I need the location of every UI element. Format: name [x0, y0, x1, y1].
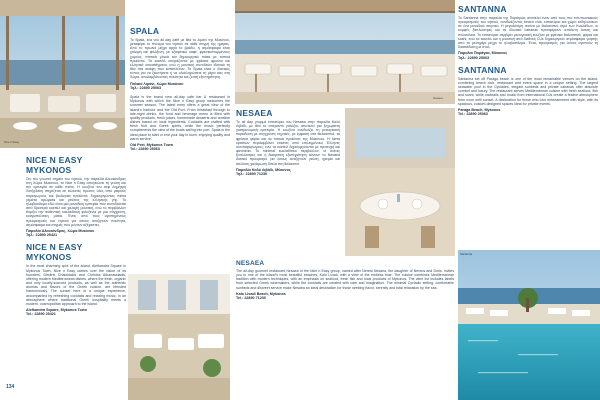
section-phone: Τηλ.: 22890 25421 — [26, 233, 58, 238]
photo-nice-n-easy — [0, 0, 125, 148]
photo-caption: Nice N Easy — [4, 140, 20, 144]
terrace-photo — [0, 0, 125, 148]
section-phone: Τηλ.: 22890 25063 — [130, 85, 162, 90]
photo-caption: Nesaea — [433, 96, 443, 100]
column-nesaea-en — [236, 260, 454, 400]
section-address: Παλαιό Λιμάνι, Χώρα Μυκόνου — [130, 81, 184, 86]
section-text: Santanna set off Paraga beach is one of the most remarkable venues on the island, combining beach club, restaurant and event space in a unique setting. The largest seawater pool in the Cyclades, elegant sunbeds and private cabanas offer absolute comfort and luxury. The restaurant serves Mediterranean cuisine with fresh seafood, fish and sushi, while cocktails and music from international DJs create a festive atmosphere from noon until sunset. A destination for those who love entertainment with style, with its spacious, custom-designed spaces ideal for private events. — [458, 76, 598, 106]
table-setting-photo — [345, 108, 455, 256]
section-phone: Tel.: 22890 25421 — [26, 312, 56, 317]
section-title: NESAEA — [236, 260, 265, 267]
section-phone: Τηλ.: 22890 25063 — [458, 55, 490, 60]
section-text: Το Spala, ένα νέο all day café με θέα το λιμάνι της Μυκόνου, μεταφέρει το πνεύμα του νησιού σε κάθε στιγμή της ημέρας. Από το πρωινό μέχρι αργά το βράδυ, η ατμόσφαιρα είναι χαλαρή και φιλόξενη, με εξαιρετικό καφέ, φρεσκοστυμμένους χυμούς, σπιτικά γλυκά και δημιουργικά πιάτα με τοπικά προϊόντα. Τα κοκτέιλ ετοιμάζονται με φρέσκα φρούτα και ελληνικά αποστάγματα, ενώ η μουσική συνοδεύει ιδανικά τη θέα στα σκάφη που καταπλέουν. Το Spala είναι ο ιδανικός τόπος για να ξεκινήσετε ή να ολοκληρώσετε τη μέρα σας στη Χώρα, απολαμβάνοντας ποιότητα και ζεστή εξυπηρέτηση. — [130, 38, 230, 80]
photo-santanna — [458, 250, 600, 400]
photo-nesaea-detail — [345, 108, 455, 256]
section-text: Το Santanna στην παραλία της Παράγκας αποτελεί έναν από τους πιο εντυπωσιακούς προορισμούς του νησιού, συνδυάζοντας beach club, εστιατόριο και χώρο εκδηλώσεων σε ένα μοναδικό σκηνικό. Η μεγαλύτερη πισίνα με θαλασσινό νερό των Κυκλάδων, οι κομψές ξαπλώστρες και τα ιδιωτικά cabanas προσφέρουν απόλυτη άνεση και πολυτέλεια. Το εστιατόριο σερβίρει μεσογειακή κουζίνα με φρέσκα θαλασσινά, ψάρια και sushi, ενώ τα κοκτέιλ και η μουσική από διεθνείς DJs δημιουργούν ατμόσφαιρα γιορτής από το μεσημέρι μέχρι το ηλιοβασίλεμα. Ένας προορισμός για όσους αγαπούν τη διασκέδαση με στυλ. — [458, 16, 598, 50]
restaurant-photo — [128, 274, 230, 400]
section-title: SANTANNA — [458, 4, 507, 14]
section-phone: Τηλ.: 22890 71230 — [236, 172, 268, 177]
section-address: Kalo Livadi Beach, Mykonos — [236, 291, 286, 296]
photo-nesaea — [235, 0, 455, 104]
section-title: SANTANNA — [458, 64, 507, 75]
column-nesaea-gr — [236, 108, 340, 256]
section-address: Alefkandra Square, Mykonos Town — [26, 308, 87, 313]
column-santanna — [458, 4, 598, 248]
section-phone: Tel.: 22890 71230 — [236, 296, 266, 301]
section-address: Paraga Beach, Mykonos — [458, 107, 501, 112]
section-title: NICE N EASY MYKONOS — [26, 242, 83, 263]
section-text: In the most charming spot of the island, Alefkandra Square in Mykonos Town, Nice n Easy carries over the vision of its founders, Dimitris Chatzidakis and Christos Athanassiadis, offering modern Mediterranean dishes, where the fresh, organic and only locally-sourced products, as well as the authentic aromas and flavors of the Greek cuisine, are blended harmoniously. The sunset here is a unique experience, accompanied by refreshing cocktails and relaxing music, in an atmosphere where traditional Greek hospitality meets a modern, cosmopolitan approach to the island. — [26, 264, 126, 306]
beach-restaurant-photo — [235, 0, 455, 104]
column-left — [26, 155, 126, 385]
photo-caption: Santanna — [460, 252, 472, 256]
page-number: 134 — [6, 384, 15, 390]
section-address: Παραλία Αλευκάνδρας, Χώρα Μυκόνου — [26, 228, 95, 233]
section-phone: Tel.: 22890 25063 — [458, 112, 488, 117]
column-spala — [130, 26, 230, 271]
pool-photo — [458, 250, 600, 400]
section-text: Spala is the brand new all-day café bar & restaurant in Mykonos with which the Nice n Easy group welcomes the summer season. The latest entry offers a great view of the island's harbour and the Old Port. From breakfast through to late-night drinks, the food and beverage menu is filled with quality products, fresh juices, homemade desserts and creative dishes based on local ingredients. Cocktails are crafted with fresh fruit and Greek spirits, while the music perfectly complements the view of the boats sailing into port. Spala is the ideal place to start or end your day in town, enjoying quality and warm service. — [130, 95, 230, 141]
section-address: Old Port, Mykonos Town — [130, 142, 173, 147]
section-text: Στο πιο γνωστό σημείο του νησιού, την παραλία Αλευκάνδρας στη Χώρα Μυκόνου, το Nice n Easy απογειώνει τη γεύση και την εμπειρία σε κάθε πιάτο. Η κουζίνα του σεφ Δημήτρη Χατζηδάκη στηρίζεται σε εκλεκτές πρώτες ύλες από μικρούς παραγωγούς και βιολογικά προϊόντα, δημιουργώντας πιάτα γεμάτα αρώματα και γεύσεις της ελληνικής γης. Το ηλιοβασίλεμα εδώ είναι μια μοναδική εμπειρία που συνοδεύεται από δροσερά κοκτέιλ και χαλαρή μουσική, ενώ το περιβάλλον θυμίζει την αυθεντική κυκλαδίτικη φιλοξενία με μια σύγχρονη, κοσμοπολίτικη ματιά. Ένας από τους αγαπημένους προορισμούς του νησιού για όσους αναζητούν ποιότητα, ατμόσφαιρα και στιγμές που μένουν αξέχαστες. — [26, 177, 126, 227]
section-title: NESAEA — [236, 108, 273, 118]
section-title: SPALA — [130, 26, 160, 36]
section-text: The all-day gourmet restaurant Nesaea of the Nice n Easy group, named after Nereid Nesaea, the daughter of Nereus and Doris, invites you to one of the island's most beautiful beaches, Kalo Livadi, with a view of the endless blue. The cuisine combines Mediterranean tradition with modern techniques, with an emphasis on seafood, fresh fish and local products of Mykonos. The wine list includes labels from selected Greek winemakers, while the cocktails are created with care and imagination. The minimal Cycladic setting, comfortable sunbeds and discreet service make Nesaea an ideal destination for those seeking flavor, serenity and total relaxation by the sea. — [236, 269, 454, 290]
section-phone: Tel.: 22890 25063 — [130, 147, 160, 152]
section-title: NICE N EASY MYKONOS — [26, 155, 83, 175]
section-address: Παραλία Καλό Λιβάδι, Μύκονος — [236, 167, 291, 172]
photo-spala — [128, 274, 230, 400]
section-text: Το all day γουρμέ εστιατόριο του Nesaea στην παραλία Καλό Λιβάδι, με θέα το απέραντο γαλάζιο, αποτελεί μια ξεχωριστή γαστρονομική εμπειρία. Η κουζίνα συνδυάζει τη μεσογειακή παράδοση με σύγχρονες τεχνικές, με έμφαση στα θαλασσινά, τα φρέσκα ψάρια και τα τοπικά προϊόντα της Μυκόνου. Η λίστα κρασιών περιλαμβάνει ετικέτες από επιλεγμένους Έλληνες οινοπαραγωγούς, ενώ τα κοκτέιλ δημιουργούνται με προσοχή και φαντασία. Το minimal κυκλαδίτικο περιβάλλον, οι άνετες ξαπλώστρες και η διακριτική εξυπηρέτηση κάνουν το Nesaea ιδανικό προορισμό για όσους αναζητούν γεύση, ηρεμία και απόλυτη χαλάρωση δίπλα στη θάλασσα. — [236, 120, 340, 166]
section-address: Παραλία Παράγκα, Μύκονος — [458, 51, 508, 56]
